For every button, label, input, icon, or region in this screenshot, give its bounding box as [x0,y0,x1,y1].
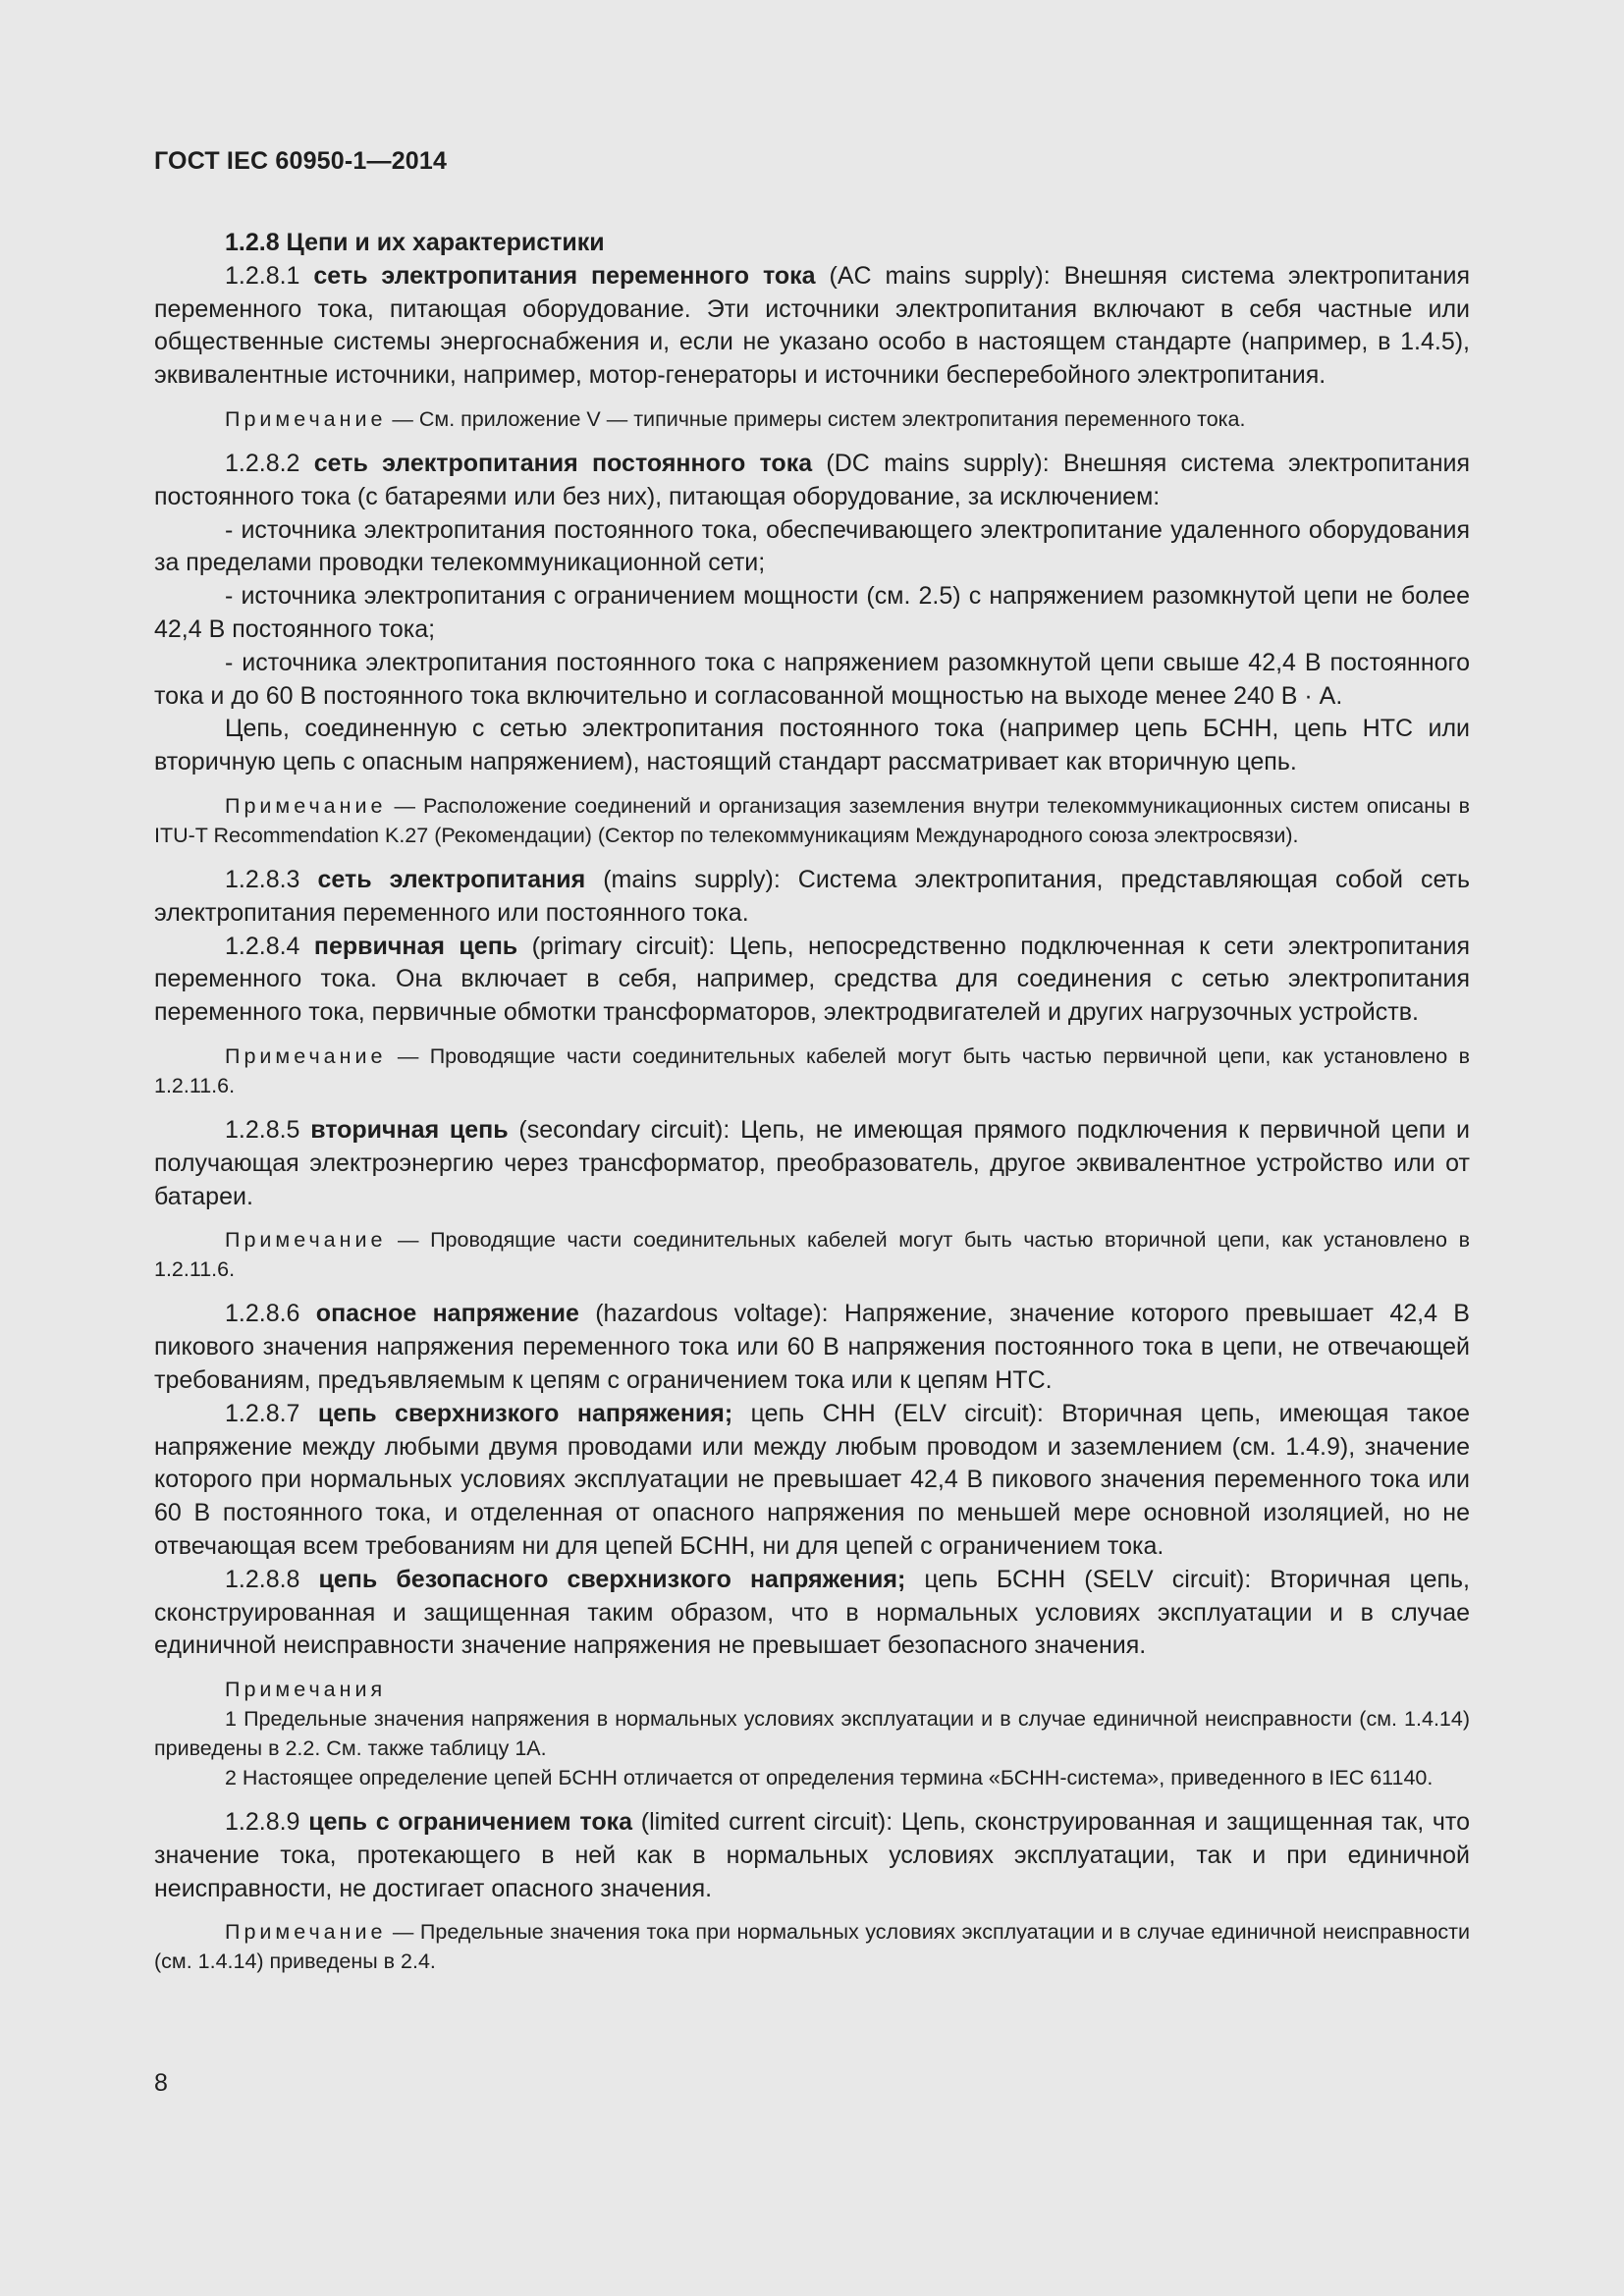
clause-continuation: Цепь, соединенную с сетью электропитания постоянного тока (например цепь БСНН, цепь НТС или вторичную цепь с опасным напряжением), настоящий стандарт рассматривает как вторичную цепь. [154,715,1470,776]
clause-1-2-8-8 [154,1564,1470,1663]
term: вторичная цепь [310,1115,509,1144]
clause-1-2-8-2 [154,448,1470,514]
notes-block [154,1675,1470,1792]
document-body [154,227,1470,1976]
note [154,791,1470,850]
definition-text: (mains supply): Система электропитания, представляющая собой сеть электропитания переменного или постоянного тока. [154,865,1470,927]
note-text: — Проводящие части соединительных кабелей могут быть частью вторичной цепи, как установлено в 1.2.11.6. [154,1228,1470,1282]
term: цепь безопасного сверхнизкого напряжения; [318,1565,906,1593]
note [154,1041,1470,1100]
clause-1-2-8-5 [154,1114,1470,1213]
clause-number: 1.2.8.3 [225,865,318,893]
clause-number: 1.2.8.1 [225,261,314,290]
note [154,404,1470,434]
section-heading: 1.2.8 Цепи и их характеристики [225,229,605,256]
definition-text: (limited current circuit): Цепь, сконструированная и защищенная так, что значение тока, протекающего в ней как в нормальных условиях эксплуатации, так и при единичной неисправности, не достигает опасного значения. [154,1808,1470,1902]
note [154,1917,1470,1976]
list-item: - источника электропитания постоянного тока с напряжением разомкнутой цепи свыше 42,4 В постоянного тока и до 60 В постоянного тока включительно и согласованной мощностью на выходе менее 240 В · А. [154,648,1470,710]
list-item: - источника электропитания с ограничением мощности (см. 2.5) с напряжением разомкнутой цепи не более 42,4 В постоянного тока; [154,582,1470,643]
definition-text: (secondary circuit): Цепь, не имеющая прямого подключения к первичной цепи и получающая электроэнергию через трансформатор, преобразователь, другое эквивалентное устройство или от батареи. [154,1115,1470,1210]
term: сеть электропитания постоянного тока [313,449,813,477]
note-label: Примечание [225,1043,387,1068]
clause-number: 1.2.8.8 [225,1565,319,1593]
clause-1-2-8-1 [154,260,1470,393]
term: цепь сверхнизкого напряжения; [317,1399,733,1427]
term: опасное напряжение [315,1300,579,1328]
document-header: ГОСТ IEC 60950-1—2014 [154,147,448,175]
note [154,1225,1470,1284]
note-item: 2 Настоящее определение цепей БСНН отличается от определения термина «БСНН-система», приведенного в IEC 61140. [225,1766,1434,1790]
list-item: - источника электропитания постоянного тока, обеспечивающего электропитание удаленного оборудования за пределами проводки телекоммуникационной сети; [154,515,1470,577]
clause-number: 1.2.8.7 [225,1399,318,1427]
clause-1-2-8-7 [154,1398,1470,1564]
notes-title: Примечания [225,1678,387,1702]
clause-1-2-8-9 [154,1806,1470,1905]
note-item: 1 Предельные значения напряжения в нормальных условиях эксплуатации и в случае единичной неисправности (см. 1.4.14) приведены в 2.2. См. также таблицу 1А. [154,1707,1470,1761]
term: первичная цепь [313,932,518,960]
clause-1-2-8-4 [154,931,1470,1030]
definition-text: (DC mains supply): Внешняя система электропитания постоянного тока (с батареями или без них), питающая оборудование, за исключением: [154,449,1471,510]
definition-text: (primary circuit): Цепь, непосредственно подключенная к сети электропитания переменного тока. Она включает в себя, например, средства для соединения с сетью электропитания переменного тока, первичные обмотки трансформаторов, электродвигателей и других нагрузочных устройств. [154,932,1470,1027]
note-label: Примечание [225,406,387,431]
clause-number: 1.2.8.2 [225,449,314,477]
note-text: — Расположение соединений и организация заземления внутри телекоммуникационных систем описаны в ITU-T Recommendation K.27 (Рекомендации) (Сектор по телекоммуникациям Международного союза электросвязи). [154,793,1470,847]
clause-1-2-8-3 [154,864,1470,931]
note-text: — См. приложение V — типичные примеры систем электропитания переменного тока. [386,406,1246,431]
term: сеть электропитания [317,865,586,893]
definition-text: (hazardous voltage): Напряжение, значение которого превышает 42,4 В пикового значения напряжения переменного тока или 60 В напряжения постоянного тока в цепи, не отвечающей требованиям, предъявляемым к цепям с ограничением тока или к цепям НТС. [154,1300,1470,1394]
note-label: Примечание [225,1228,387,1253]
clause-number: 1.2.8.6 [225,1300,316,1328]
page-number: 8 [154,2069,168,2097]
definition-text: цепь БСНН (SELV circuit): Вторичная цепь, сконструированная и защищенная таким образом, что в нормальных условиях эксплуатации и в случае единичной неисправности значение напряжения не превышает безопасного значения. [154,1565,1470,1660]
note-text: — Проводящие части соединительных кабелей могут быть частью первичной цепи, как установлено в 1.2.11.6. [154,1043,1470,1097]
clause-number: 1.2.8.5 [225,1115,311,1144]
term: цепь с ограничением тока [308,1808,632,1837]
definition-text: цепь СНН (ELV circuit): Вторичная цепь, имеющая такое напряжение между любыми двумя проводами или между любым проводом и заземлением (см. 1.4.9), значение которого при нормальных условиях эксплуатации не превышает 42,4 В пикового значения переменного тока или 60 В постоянного тока, и отделенная от опасного напряжения по меньшей мере основной изоляцией, но не отвечающая всем требованиям ни для цепей БСНН, ни для цепей с ограничением тока. [154,1399,1471,1560]
note-text: — Предельные значения тока при нормальных условиях эксплуатации и в случае единичной неисправности (см. 1.4.14) приведены в 2.4. [154,1920,1470,1974]
note-label: Примечание [225,1920,387,1945]
term: сеть электропитания переменного тока [313,261,816,290]
definition-text: (AC mains supply): Внешняя система электропитания переменного тока, питающая оборудование. Эти источники электропитания включают в себя частные или общественные системы энергоснабжения и, если не указано особо в настоящем стандарте (например, в 1.4.5), эквивалентные источники, например, мотор-генераторы и источники бесперебойного электропитания. [154,261,1470,390]
note-label: Примечание [225,793,387,818]
clause-number: 1.2.8.4 [225,932,314,960]
clause-number: 1.2.8.9 [225,1808,309,1837]
clause-1-2-8-6 [154,1298,1470,1397]
